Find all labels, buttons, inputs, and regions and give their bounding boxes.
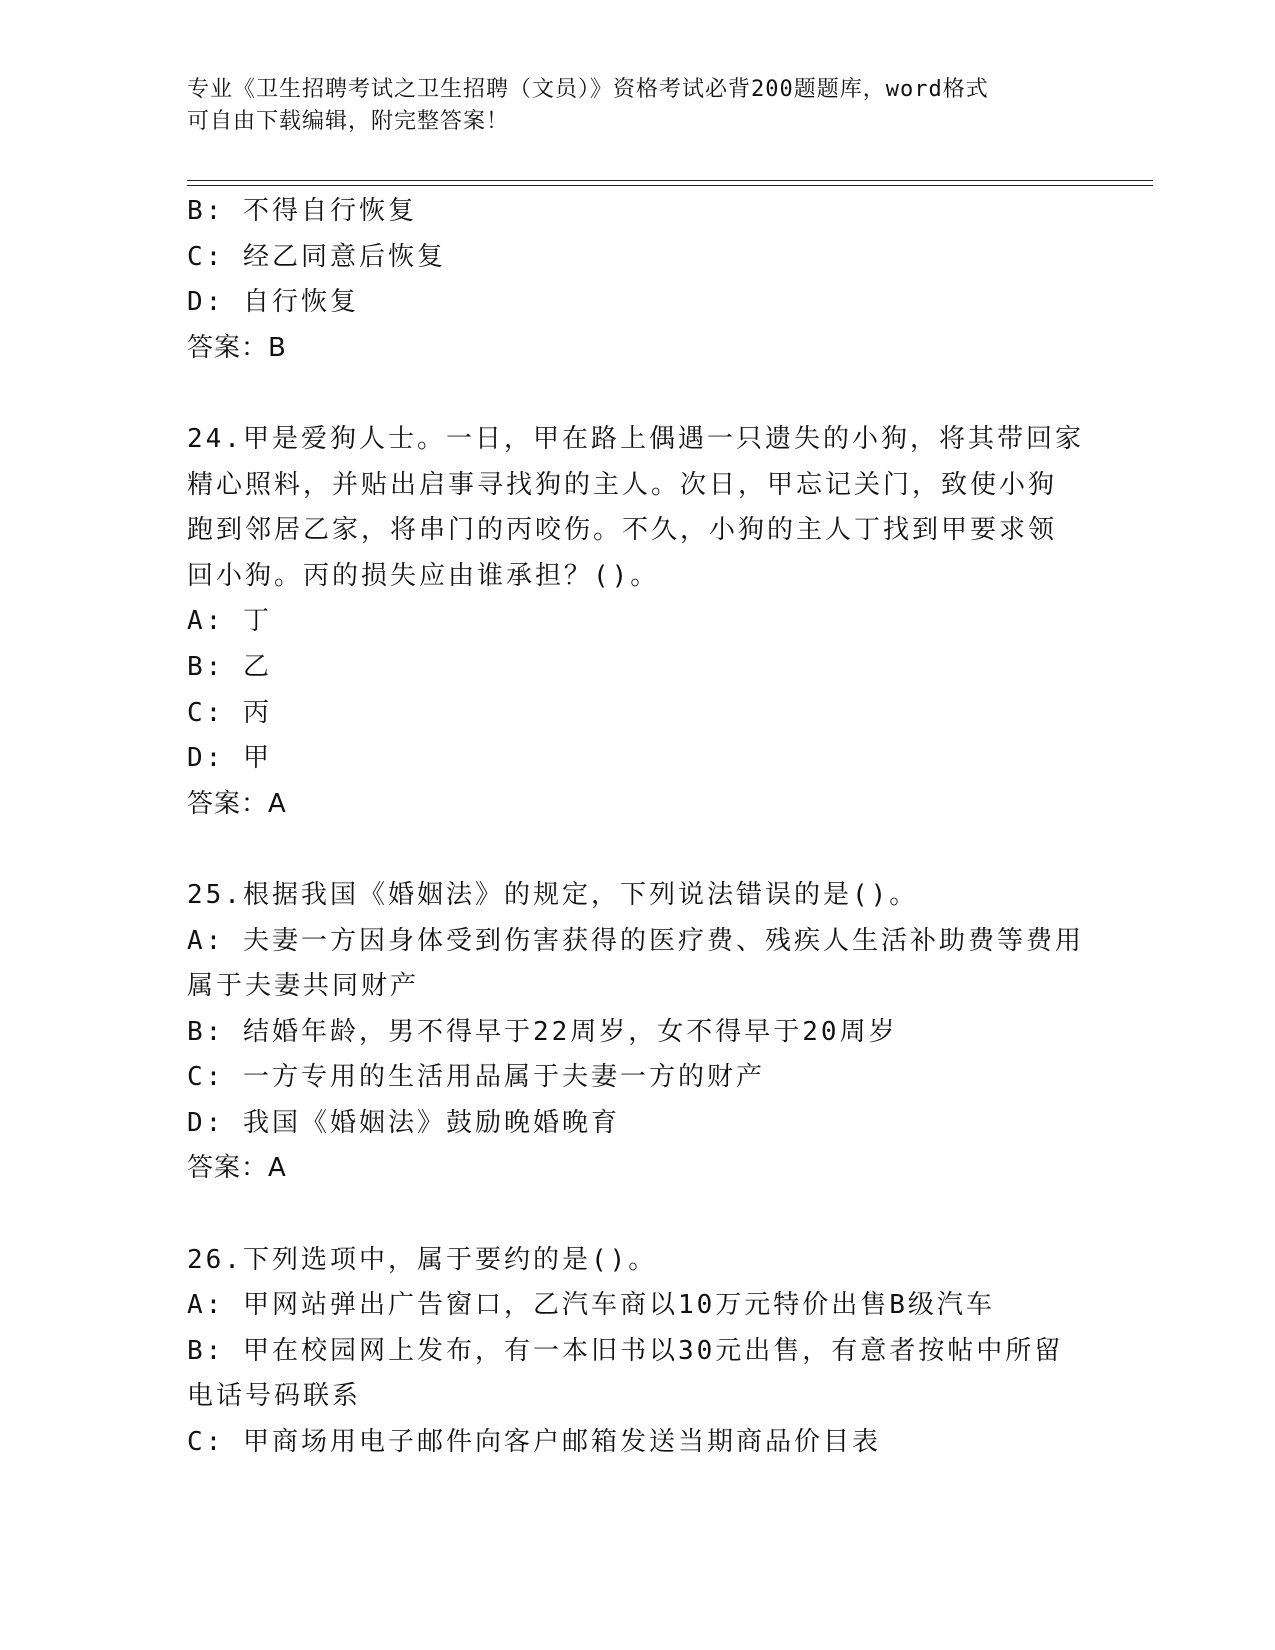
question-23-tail <box>187 189 1087 371</box>
option-a: A: 夫妻一方因身体受到伤害获得的医疗费、残疾人生活补助费等费用 <box>187 925 1084 956</box>
answer-line: 答案：A <box>187 1153 287 1184</box>
question-24 <box>187 417 1087 827</box>
spacer <box>187 371 1087 417</box>
question-26 <box>187 1238 1087 1466</box>
option-b: B: 甲在校园网上发布，有一本旧书以30元出售，有意者按帖中所留 <box>187 1335 1064 1366</box>
option-b: B: 乙 <box>187 651 272 682</box>
option-a-continued: 属于夫妻共同财产 <box>187 971 420 1002</box>
answer-line: 答案：B <box>187 332 287 363</box>
question-stem-line: 精心照料，并贴出启事寻找狗的主人。次日，甲忘记关门，致使小狗 <box>187 469 1058 500</box>
option-a: A: 甲网站弹出广告窗口，乙汽车商以10万元特价出售B级汽车 <box>187 1290 995 1321</box>
option-d: D: 自行恢复 <box>187 287 359 318</box>
question-stem-line: 回小狗。丙的损失应由谁承担？()。 <box>187 560 660 591</box>
option-c: C: 一方专用的生活用品属于夫妻一方的财产 <box>187 1062 765 1093</box>
option-b: B: 不得自行恢复 <box>187 196 417 226</box>
answer-line: 答案：A <box>187 788 287 819</box>
question-stem-line: 跑到邻居乙家，将串门的丙咬伤。不久，小狗的主人丁找到甲要求领 <box>187 515 1058 546</box>
option-c: C: 经乙同意后恢复 <box>187 241 446 272</box>
option-c: C: 丙 <box>187 697 272 728</box>
header-divider-bottom <box>187 185 1153 186</box>
header-line-1: 专业《卫生招聘考试之卫生招聘（文员）》资格考试必背200题题库，word格式 <box>187 77 989 102</box>
header-line-2: 可自由下载编辑，附完整答案！ <box>187 109 510 134</box>
question-25 <box>187 873 1087 1192</box>
option-d: D: 我国《婚姻法》鼓励晚婚晚育 <box>187 1107 620 1138</box>
question-stem-line: 24.甲是爱狗人士。一日，甲在路上偶遇一只遗失的小狗，将其带回家 <box>187 423 1084 454</box>
question-content <box>187 189 1087 1466</box>
option-d: D: 甲 <box>187 743 272 774</box>
header-divider-top <box>187 180 1153 181</box>
question-stem-line: 26.下列选项中，属于要约的是()。 <box>187 1244 658 1275</box>
spacer <box>187 827 1087 873</box>
document-header <box>187 74 1067 138</box>
question-stem-line: 25.根据我国《婚姻法》的规定，下列说法错误的是()。 <box>187 879 919 910</box>
option-c: C: 甲商场用电子邮件向客户邮箱发送当期商品价目表 <box>187 1427 881 1458</box>
spacer <box>187 1192 1087 1238</box>
option-b-continued: 电话号码联系 <box>187 1381 362 1412</box>
option-b: B: 结婚年龄，男不得早于22周岁，女不得早于20周岁 <box>187 1016 898 1047</box>
option-a: A: 丁 <box>187 606 272 637</box>
